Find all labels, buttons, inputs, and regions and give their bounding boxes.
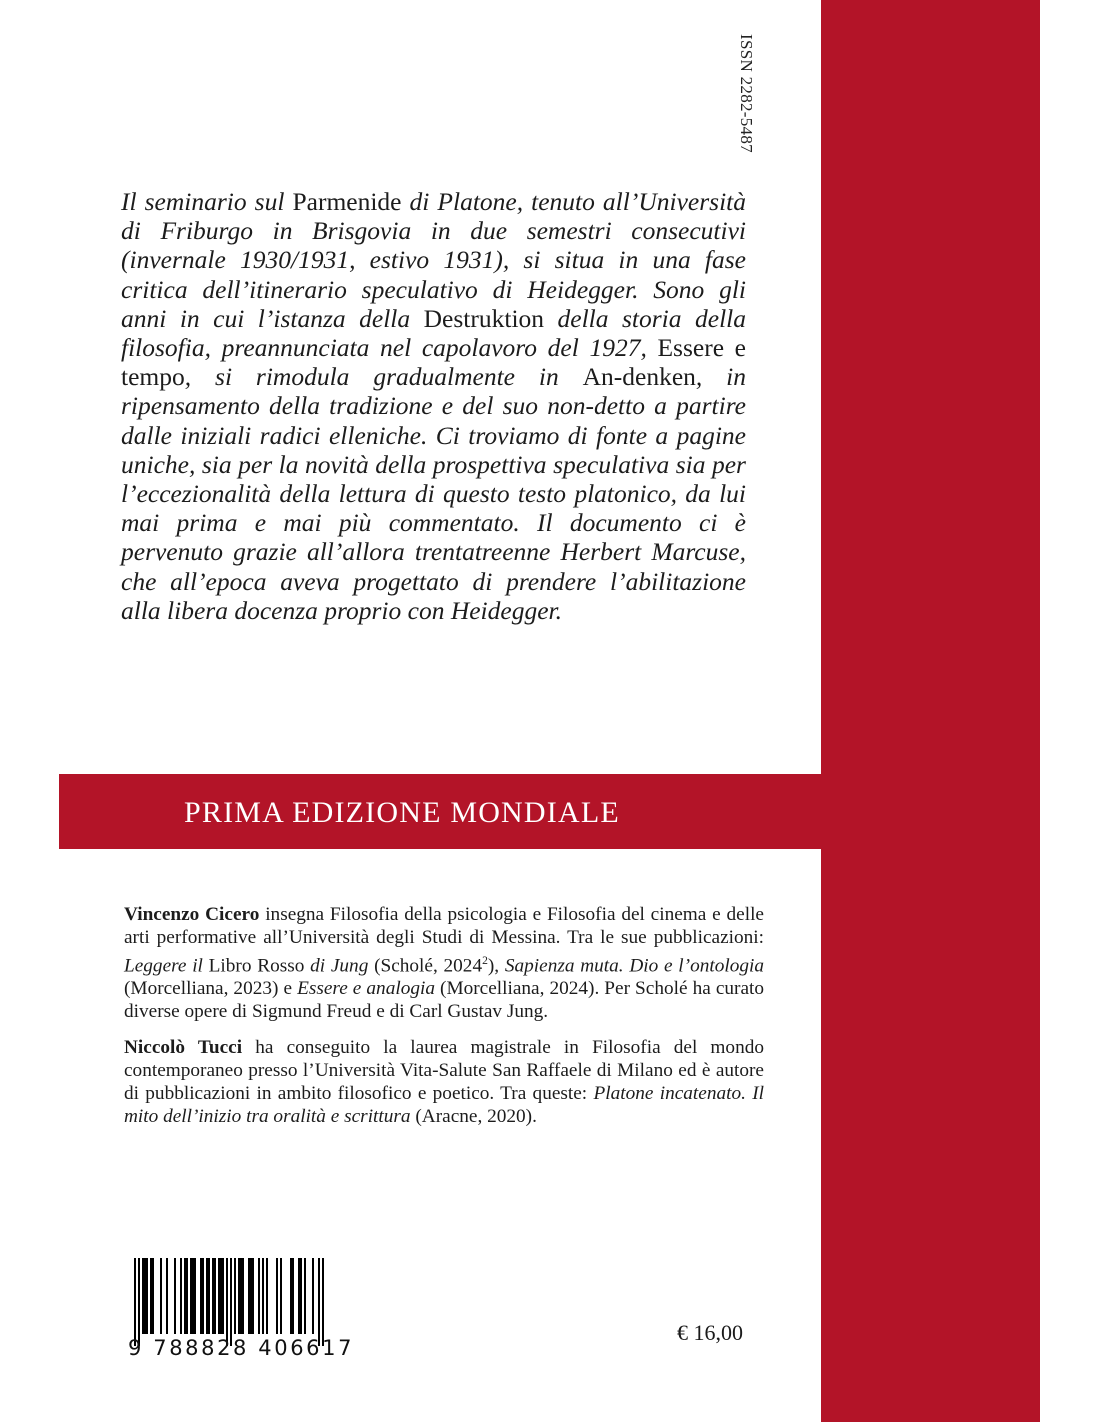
barcode-bar <box>180 1258 182 1334</box>
barcode-bar <box>138 1258 140 1346</box>
barcode-bar <box>208 1258 210 1334</box>
author-bio <box>124 1036 764 1128</box>
barcode-bar <box>250 1258 252 1334</box>
barcode-bar <box>300 1258 302 1334</box>
bio-text-segment: 2 <box>482 954 488 967</box>
bio-text-segment: (Scholé, 2024 <box>368 955 483 977</box>
barcode-bar <box>146 1258 148 1334</box>
bio-text-segment: ha conseguito la laurea magistrale in Filosofia del mondo contemporaneo presso l’Università Vita-Salute San Raffaele di Milano ed è autore di pubblicazioni in ambito filosofico e poetico. Tra queste: <box>124 1037 764 1105</box>
barcode-bar <box>190 1258 192 1334</box>
barcode-bar <box>230 1258 232 1346</box>
barcode-bar <box>206 1258 208 1334</box>
blurb-text-segment: , si rimodula gradualmente in <box>184 362 583 392</box>
barcode-bar <box>214 1258 216 1334</box>
barcode-bar <box>234 1258 236 1334</box>
barcode-bar <box>202 1258 204 1334</box>
barcode-bar <box>144 1258 146 1334</box>
barcode-bar <box>134 1258 136 1346</box>
blurb-text-segment: Destruktion <box>423 303 545 333</box>
barcode-bar <box>240 1258 242 1334</box>
bio-text-segment: Sapienza muta. Dio e l’ontologia <box>504 955 764 977</box>
barcode-bar <box>276 1258 278 1334</box>
author-bio <box>124 903 764 1023</box>
barcode-bar <box>290 1258 292 1334</box>
barcode-bar <box>266 1258 268 1334</box>
barcode-bar <box>280 1258 282 1334</box>
bio-text-segment: ), <box>487 955 505 977</box>
blurb-text-segment: , in ripensamento della tradizione e del suo non-detto a partire dalle iniziali radici elleniche. Ci troviamo di fonte a pagine uniche, sia per la novità della prospettiva speculativa sia per l’eccezionalità della lettura di questo testo platonico, da lui mai prima e mai più commentato. Il documento ci è pervenuto grazie all’allora trentatreenne Herbert Marcuse, che all’epoca aveva progettato di prendere l’abilitazione alla libera docenza proprio con Heidegger. <box>121 362 746 625</box>
author-name: Vincenzo Cicero <box>124 904 260 925</box>
bio-text-segment: Leggere il <box>124 955 203 977</box>
barcode-bar <box>192 1258 194 1334</box>
barcode-bar <box>220 1258 222 1334</box>
blurb-text-segment: di Platone, tenuto all’Università di Friburgo in Brisgovia in due semestri consecutivi (invernale 1930/1931, estivo 1931), si situa in una fase critica dell’itinerario speculativo di Heidegger. Sono gli anni in cui l’istanza della <box>121 187 746 333</box>
author-name: Niccolò Tucci <box>124 1037 243 1059</box>
barcode-bar <box>174 1258 176 1334</box>
barcode-bar <box>200 1258 202 1334</box>
blurb-text-segment: Parmenide <box>292 187 402 216</box>
barcode-bar <box>322 1258 324 1346</box>
bio-text-segment: (Morcelliana, 2024). Per Scholé ha curato diverse opere di Sigmund Freud e di Carl Gustav Jung. <box>124 978 764 1023</box>
blurb-text-segment: Essere e tempo <box>121 333 746 392</box>
barcode-bar <box>166 1258 168 1334</box>
bio-text-segment: Libro Rosso <box>202 955 311 977</box>
barcode-bars <box>124 1258 334 1348</box>
barcode-bar <box>194 1258 196 1334</box>
edition-banner <box>59 774 821 849</box>
price-label: € 16,00 <box>677 1320 743 1345</box>
barcode-bar <box>304 1258 306 1334</box>
barcode-bar <box>186 1258 188 1334</box>
isbn-digits: 9 788828 406617 <box>128 1336 355 1360</box>
barcode-bar <box>238 1258 240 1334</box>
back-cover-blurb <box>121 187 746 625</box>
barcode-bar <box>222 1258 224 1334</box>
barcode-bar <box>212 1258 214 1334</box>
author-bios <box>124 903 764 1141</box>
bio-text-segment: (Morcelliana, 2023) e <box>124 978 298 1000</box>
bio-text-segment: Platone incatenato. Il mito dell’inizio tra oralità e scrittura <box>124 1083 764 1128</box>
edition-banner-label: PRIMA EDIZIONE MONDIALE <box>184 796 620 829</box>
barcode-bar <box>258 1258 260 1334</box>
barcode-bar <box>160 1258 162 1334</box>
barcode-bar <box>142 1258 144 1334</box>
barcode-bar <box>226 1258 228 1346</box>
barcode-bar <box>184 1258 186 1334</box>
barcode-bar <box>152 1258 154 1334</box>
issn-vertical-label <box>726 34 756 174</box>
barcode-bar <box>298 1258 300 1334</box>
barcode-bar <box>312 1258 314 1334</box>
bio-text-segment: di Jung <box>310 955 369 977</box>
blurb-text-segment: della storia della filosofia, preannunciata nel capolavoro del 1927, <box>121 303 746 363</box>
barcode-bar <box>242 1258 244 1334</box>
bio-text-segment: (Aracne, 2020). <box>410 1106 537 1128</box>
bio-text-segment: insegna Filosofia della psicologia e Filosofia del cinema e delle arti performative all’Università degli Studi di Messina. Tra le sue pubblicazioni: <box>124 904 764 948</box>
red-side-column <box>821 0 1040 1422</box>
barcode-bar <box>318 1258 320 1346</box>
barcode-bar <box>292 1258 294 1334</box>
barcode-bar <box>252 1258 254 1334</box>
barcode-bar <box>218 1258 220 1334</box>
barcode-bar <box>248 1258 250 1334</box>
blurb-text-segment: Il seminario sul <box>121 187 293 216</box>
issn-text: ISSN 2282-5487 <box>737 34 756 153</box>
barcode-bar <box>150 1258 152 1334</box>
blurb-text-segment: An-denken <box>582 362 696 392</box>
barcode-bar <box>262 1258 264 1334</box>
bio-text-segment: Essere e analogia <box>297 978 435 1000</box>
